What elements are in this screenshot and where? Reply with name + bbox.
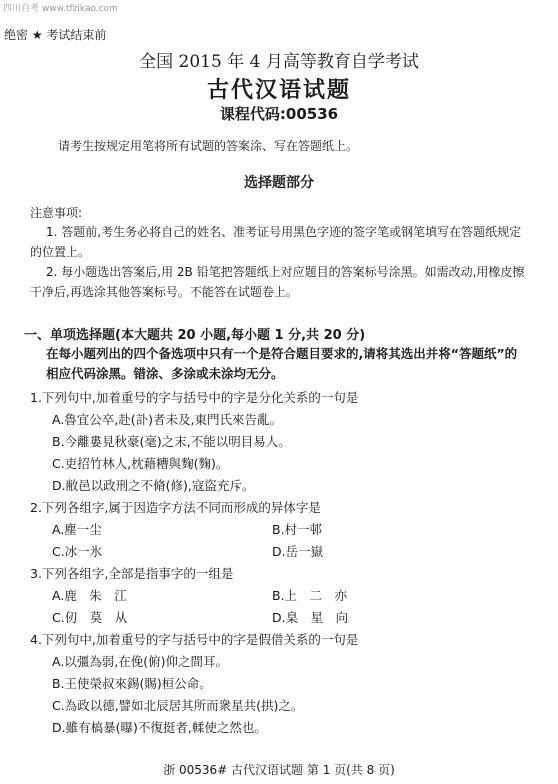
question-4-option-b: B.王使榮叔來錫(賜)桓公命。: [52, 676, 212, 691]
question-2-stem: 2.下列各组字,属于因造字方法不同而形成的异体字是: [30, 500, 321, 515]
question-4-option-d: D.雖有槁暴(曝)不復挺者,輮使之然也。: [52, 720, 267, 735]
watermark-text: 四川自考 www.tfzikao.com: [3, 4, 118, 14]
question-3-stem: 3.下列各组字,全部是指事字的一组是: [30, 566, 234, 581]
exam-name: 全国 2015 年 4 月高等教育自学考试: [139, 52, 419, 72]
part1-description: 在每小题列出的四个备选项中只有一个是符合题目要求的,请将其选出并将“答题纸”的相应代码涂黑。错涂、多涂或未涂均无分。: [46, 346, 518, 381]
question-4-option-a: A.以彊為弱,在俛(俯)仰之間耳。: [52, 654, 229, 669]
question-2-option-d: D.岳一嶽: [272, 544, 324, 559]
question-3-option-d: D.臬 星 向: [272, 610, 349, 625]
question-4-option-c: C.為政以德,譬如北辰居其所而衆星共(拱)之。: [52, 698, 304, 713]
question-1-option-c: C.吏招竹林人,枕藉糟與麴(麴)。: [52, 456, 229, 471]
question-2-option-b: B.村一邨: [272, 522, 323, 537]
notice-title: 注意事项:: [30, 206, 83, 220]
question-1-option-b: B.今離婁見秋豪(毫)之末,不能以明目易人。: [52, 434, 291, 449]
part1-title: 一、单项选择题(本大题共 20 小题,每小题 1 分,共 20 分): [24, 328, 366, 343]
question-4-stem: 4.下列句中,加着重号的字与括号中的字是假借关系的一句是: [30, 632, 359, 647]
question-3-option-b: B.上 二 亦: [272, 588, 348, 603]
question-3-option-c: C.仞 莫 从: [52, 610, 128, 625]
question-1-stem: 1.下列句中,加着重号的字与括号中的字是分化关系的一句是: [30, 390, 359, 405]
subject-title: 古代汉语试题: [206, 78, 351, 103]
confidential-label: 绝密 ★ 考试结束前: [4, 28, 107, 42]
notice-item-1: 1. 答题前,考生务必将自己的姓名、准考证号用黑色字迹的签字笔或钢笔填写在答题纸规定的位置上。: [30, 225, 522, 259]
question-2-option-c: C.冰一氷: [52, 544, 103, 559]
question-3-option-a: A.鹿 朱 江: [52, 588, 127, 603]
course-code: 课程代码:00536: [219, 105, 339, 123]
page-footer: 浙 00536# 古代汉语试题 第 1 页(共 8 页): [163, 763, 395, 777]
section-title: 选择题部分: [244, 175, 314, 191]
question-1-option-d: D.敝邑以政刑之不脩(修),寇盜充斥。: [52, 478, 255, 493]
question-2-option-a: A.塵一尘: [52, 522, 102, 537]
question-1-option-a: A.魯宜公卒,赴(訃)者未及,東門氏來告亂。: [52, 412, 283, 427]
instruction-text: 请考生按规定用笔将所有试题的答案涂、写在答题纸上。: [58, 139, 359, 153]
notice-item-2: 2. 每小题选出答案后,用 2B 铅笔把答题纸上对应题目的答案标号涂黑。如需改动,用橡皮擦干净后,再选涂其他答案标号。不能答在试题卷上。: [30, 265, 525, 299]
